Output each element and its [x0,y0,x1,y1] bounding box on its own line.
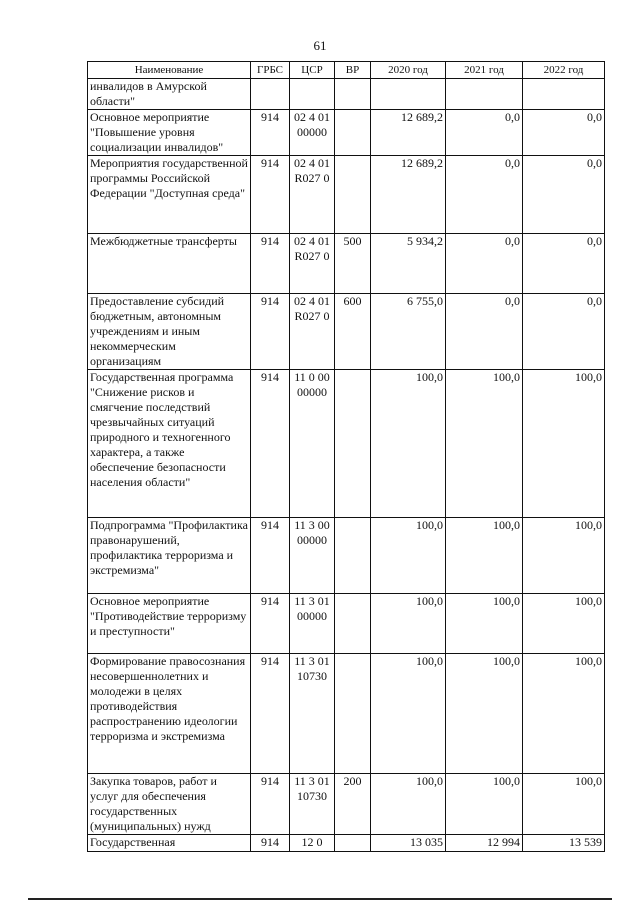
header-csr: ЦСР [290,62,335,79]
row-csr [290,79,335,110]
row-2020: 12 689,2 [371,156,446,234]
row-name: Основное мероприятие "Противодействие терроризму и преступности" [88,594,251,654]
header-2021: 2021 год [446,62,523,79]
row-grbs: 914 [251,518,290,594]
table-row [88,370,605,518]
page-number: 61 [313,38,327,53]
table-row [88,234,605,294]
header-grbs: ГРБС [251,62,290,79]
row-csr: 02 4 01 00000 [290,110,335,156]
row-2020: 100,0 [371,370,446,518]
row-2021: 100,0 [446,594,523,654]
row-2020 [371,79,446,110]
row-2020: 12 689,2 [371,110,446,156]
header-2022: 2022 год [523,62,605,79]
row-grbs: 914 [251,654,290,774]
row-csr: 02 4 01 R027 0 [290,294,335,370]
row-2022: 100,0 [523,370,605,518]
row-2021: 100,0 [446,654,523,774]
row-vr [335,594,371,654]
row-name: Подпрограмма "Профилактика правонарушений, профилактика терроризма и экстремизма" [88,518,251,594]
row-2020: 13 035 [371,835,446,852]
row-2021 [446,79,523,110]
row-name: Предоставление субсидий бюджетным, автономным учреждениям и иным некоммерческим организациям [88,294,251,370]
header-name: Наименование [88,62,251,79]
row-2020: 100,0 [371,774,446,835]
row-2022: 100,0 [523,654,605,774]
row-2020: 5 934,2 [371,234,446,294]
row-csr: 02 4 01 R027 0 [290,156,335,234]
row-vr [335,518,371,594]
row-csr: 11 3 01 00000 [290,594,335,654]
row-csr: 11 3 01 10730 [290,774,335,835]
table-row [88,79,605,110]
row-vr: 600 [335,294,371,370]
row-csr: 11 3 00 00000 [290,518,335,594]
row-grbs: 914 [251,370,290,518]
row-2022: 100,0 [523,774,605,835]
table-row [88,835,605,852]
header-2020: 2020 год [371,62,446,79]
row-csr: 11 0 00 00000 [290,370,335,518]
row-vr [335,110,371,156]
row-2022: 100,0 [523,594,605,654]
row-2022: 0,0 [523,294,605,370]
row-2021: 100,0 [446,370,523,518]
row-2022: 13 539 [523,835,605,852]
row-2022: 0,0 [523,156,605,234]
row-name: Межбюджетные трансферты [88,234,251,294]
row-csr: 02 4 01 R027 0 [290,234,335,294]
row-2021: 100,0 [446,774,523,835]
row-name: Основное мероприятие "Повышение уровня социализации инвалидов" [88,110,251,156]
row-grbs: 914 [251,234,290,294]
row-2021: 12 994 [446,835,523,852]
row-2020: 100,0 [371,518,446,594]
row-name: инвалидов в Амурской области" [88,79,251,110]
page-bottom-rule [28,898,612,900]
row-2021: 100,0 [446,518,523,594]
row-csr: 11 3 01 10730 [290,654,335,774]
row-grbs: 914 [251,774,290,835]
table-row [88,518,605,594]
row-vr [335,370,371,518]
row-grbs: 914 [251,835,290,852]
row-vr: 500 [335,234,371,294]
header-vr: ВР [335,62,371,79]
row-2020: 100,0 [371,594,446,654]
row-grbs [251,79,290,110]
row-vr [335,835,371,852]
row-2022: 0,0 [523,110,605,156]
row-2021: 0,0 [446,110,523,156]
row-name: Мероприятия государственной программы Российской Федерации "Доступная среда" [88,156,251,234]
row-2022: 100,0 [523,518,605,594]
table-row [88,156,605,234]
row-name: Формирование правосознания несовершеннолетних и молодежи в целях противодействия распространению идеологии терроризма и экстремизма [88,654,251,774]
row-name: Государственная [88,835,251,852]
row-csr: 12 0 [290,835,335,852]
row-grbs: 914 [251,110,290,156]
row-grbs: 914 [251,156,290,234]
table-header-row [88,62,605,79]
row-2021: 0,0 [446,156,523,234]
row-grbs: 914 [251,294,290,370]
table-row [88,654,605,774]
budget-table [87,61,605,852]
row-2022 [523,79,605,110]
table-row [88,294,605,370]
row-vr [335,156,371,234]
table-row [88,774,605,835]
row-2021: 0,0 [446,234,523,294]
row-2021: 0,0 [446,294,523,370]
row-2022: 0,0 [523,234,605,294]
row-name: Закупка товаров, работ и услуг для обеспечения государственных (муниципальных) нужд [88,774,251,835]
row-grbs: 914 [251,594,290,654]
row-vr [335,79,371,110]
row-2020: 6 755,0 [371,294,446,370]
row-vr: 200 [335,774,371,835]
row-vr [335,654,371,774]
table-row [88,594,605,654]
table-row [88,110,605,156]
row-2020: 100,0 [371,654,446,774]
row-name: Государственная программа "Снижение рисков и смягчение последствий чрезвычайных ситуаций природного и техногенного характера, а также обеспечение безопасности населения области" [88,370,251,518]
